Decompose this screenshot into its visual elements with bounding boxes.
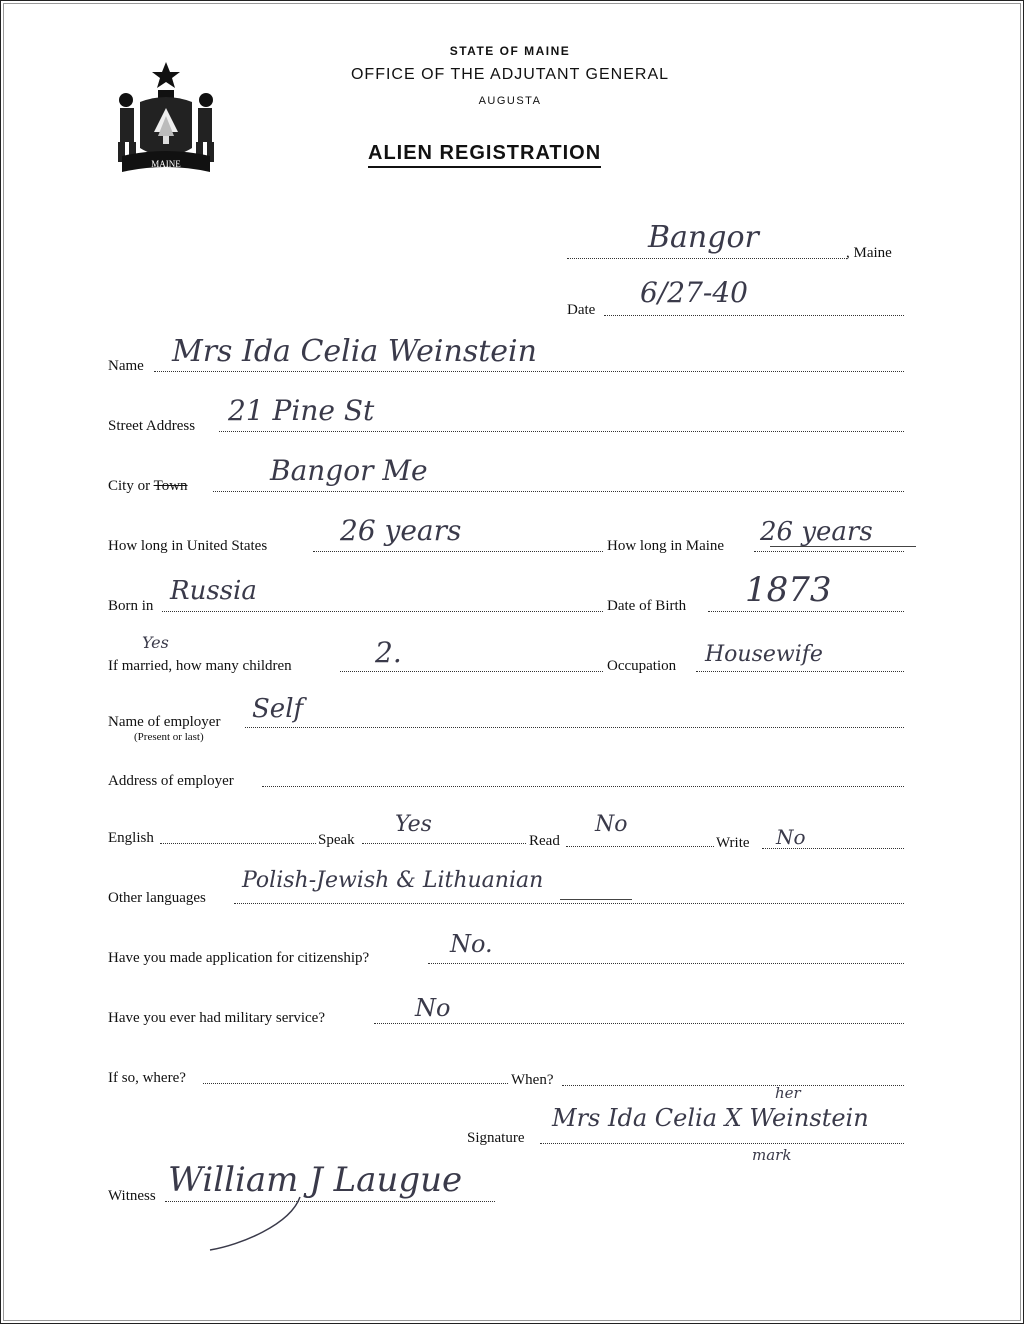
street-label: Street Address: [108, 418, 196, 434]
read-label: Read: [529, 833, 560, 849]
other-languages-label: Other languages: [108, 890, 206, 906]
where-line: [203, 1083, 508, 1084]
how-long-us-line: [313, 551, 603, 552]
place-value: Bangor: [648, 220, 759, 255]
citizenship-value: No.: [450, 930, 493, 958]
write-value: No: [776, 825, 806, 849]
employer-address-line: [262, 786, 904, 787]
write-label: Write: [716, 835, 750, 851]
employer-line: [245, 727, 904, 728]
state-heading: STATE OF MAINE: [449, 44, 571, 58]
employer-label: Name of employer: [108, 714, 221, 730]
signature-label: Signature: [467, 1130, 525, 1146]
date-line: [604, 315, 904, 316]
witness-label: Witness: [108, 1188, 156, 1204]
where-label: If so, where?: [108, 1070, 186, 1086]
office-heading: OFFICE OF THE ADJUTANT GENERAL: [350, 66, 670, 83]
born-in-label: Born in: [108, 598, 154, 614]
read-value: No: [595, 812, 628, 837]
other-languages-value: Polish-Jewish & Lithuanian: [242, 868, 544, 893]
speak-value: Yes: [395, 812, 432, 837]
how-long-maine-label: How long in Maine: [607, 538, 725, 554]
name-line: [154, 371, 904, 372]
other-languages-underline: [560, 899, 632, 900]
date-label: Date: [567, 302, 596, 318]
read-line: [566, 846, 714, 847]
employer-address-label: Address of employer: [108, 773, 234, 789]
place-line: [567, 258, 847, 259]
english-label: English: [108, 830, 154, 846]
citizenship-label: Have you made application for citizenship?: [108, 950, 370, 966]
speak-line: [362, 843, 526, 844]
city-label: [108, 478, 188, 495]
date-value: 6/27-40: [640, 276, 748, 309]
maine-label: , Maine: [846, 245, 892, 261]
signature-line: [540, 1143, 904, 1144]
military-line: [374, 1023, 904, 1024]
state-seal-image: [108, 56, 224, 178]
married-label: If married, how many children: [108, 658, 292, 674]
speak-label: Speak: [318, 832, 355, 848]
employer-sublabel: (Present or last): [134, 731, 204, 743]
citizenship-line: [428, 963, 904, 964]
city-value: Bangor Me: [270, 454, 428, 487]
city-or-text: City or: [108, 478, 151, 494]
signature-her: her: [775, 1084, 801, 1102]
date-of-birth-value: 1873: [745, 570, 832, 610]
children-value: 2.: [375, 636, 402, 669]
years-us-value: 26 years: [340, 514, 462, 547]
date-of-birth-label: Date of Birth: [607, 598, 687, 614]
employer-value: Self: [252, 694, 304, 724]
other-languages-line: [234, 903, 904, 904]
years-maine-underline: [770, 546, 916, 547]
form-title: ALIEN REGISTRATION: [368, 142, 601, 168]
occupation-label: Occupation: [607, 658, 677, 674]
children-line: [340, 671, 603, 672]
witness-flourish: [200, 1195, 400, 1255]
witness-value: William J Laugue: [168, 1160, 463, 1200]
date-of-birth-line: [708, 611, 904, 612]
name-label: Name: [108, 358, 144, 374]
town-text: Town: [153, 478, 188, 494]
seal-ribbon-text: MAINE: [151, 159, 181, 169]
how-long-us-label: How long in United States: [108, 538, 268, 554]
name-value: Mrs Ida Celia Weinstein: [172, 334, 537, 369]
occupation-value: Housewife: [705, 642, 823, 667]
occupation-line: [696, 671, 904, 672]
signature-mark: mark: [752, 1146, 792, 1164]
how-long-maine-line: [754, 551, 904, 552]
street-value: 21 Pine St: [228, 394, 375, 427]
born-in-value: Russia: [170, 576, 257, 606]
married-note-value: Yes: [142, 633, 169, 652]
military-value: No: [415, 994, 451, 1022]
city-heading: AUGUSTA: [478, 95, 542, 107]
when-line: [562, 1085, 904, 1086]
english-line: [160, 843, 316, 844]
years-maine-value: 26 years: [760, 517, 873, 547]
signature-value: Mrs Ida Celia X Weinstein: [552, 1104, 869, 1132]
city-line: [213, 491, 904, 492]
when-label: When?: [511, 1072, 554, 1088]
street-line: [219, 431, 904, 432]
military-label: Have you ever had military service?: [108, 1010, 325, 1026]
born-in-line: [162, 611, 603, 612]
